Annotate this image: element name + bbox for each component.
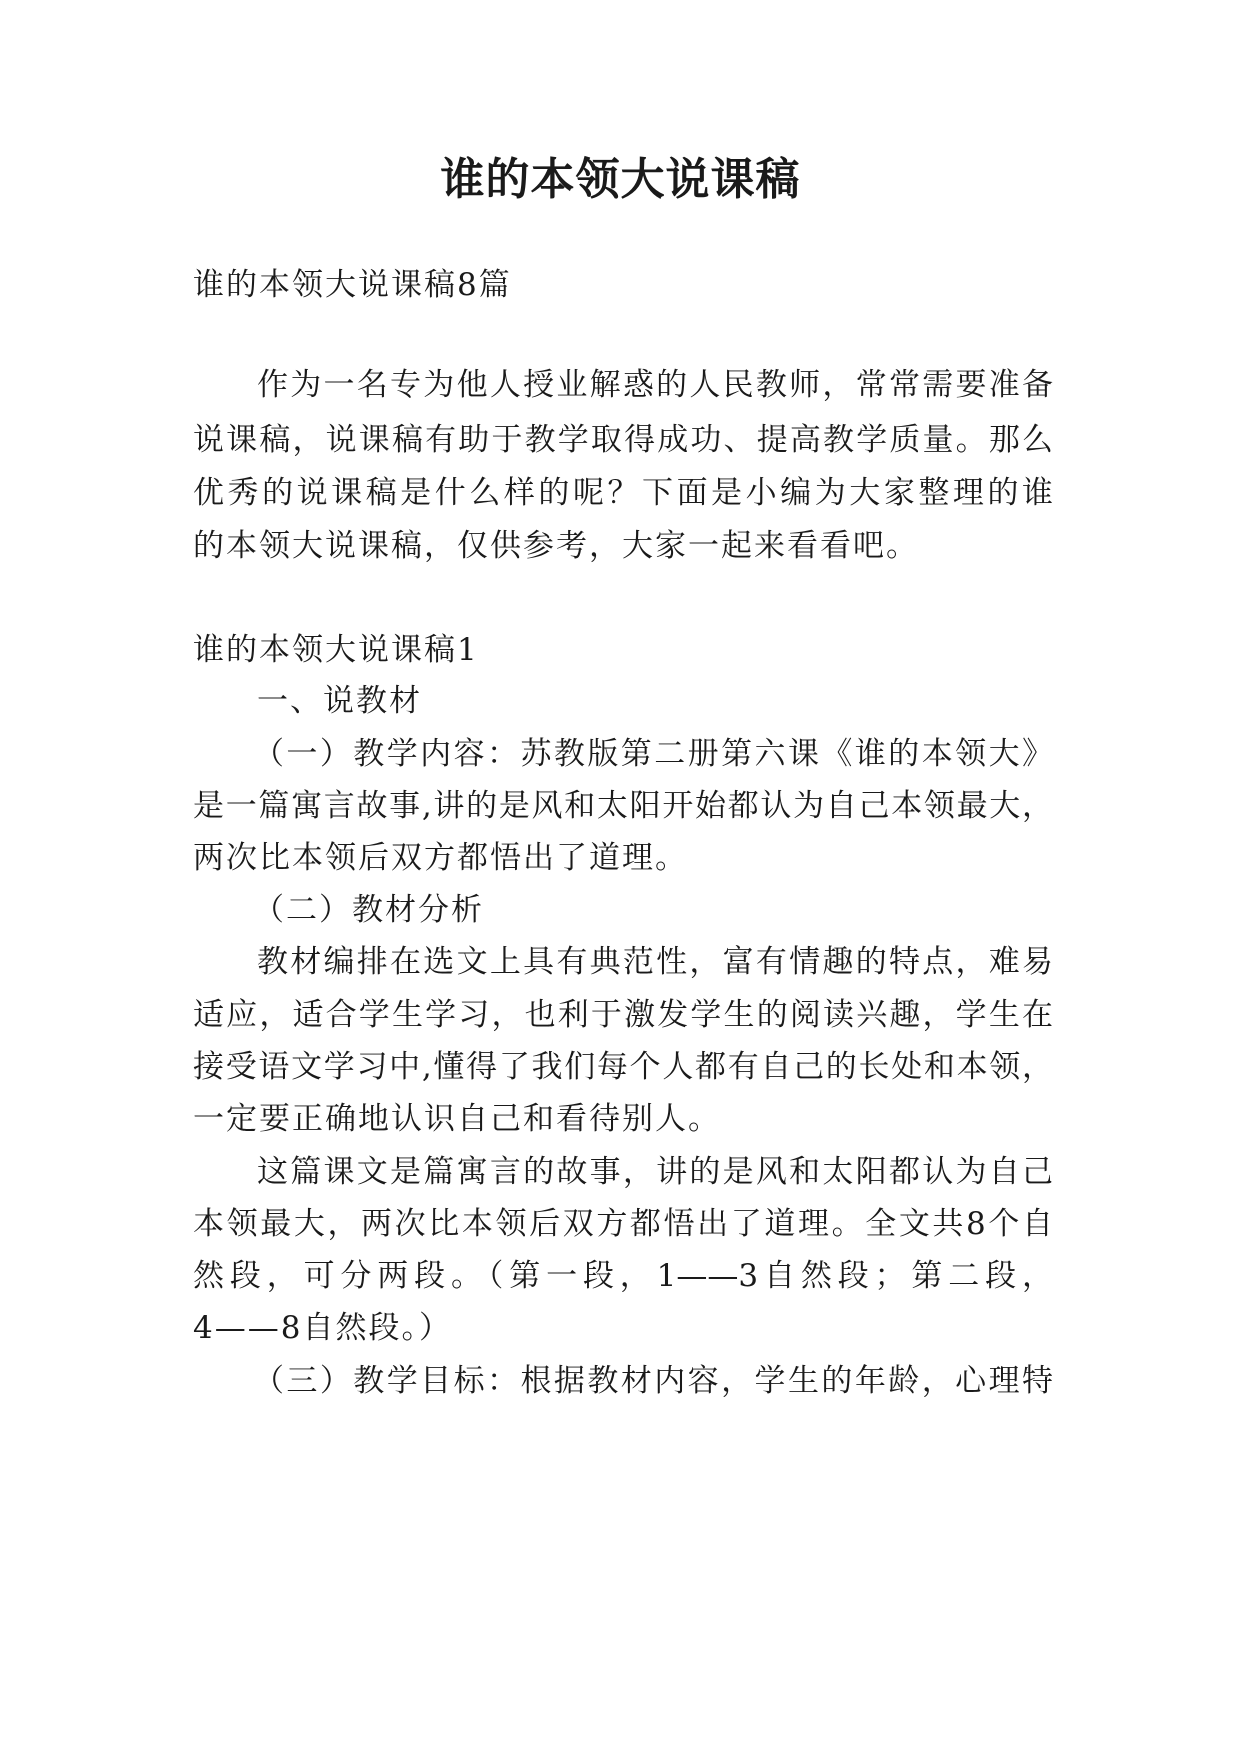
document-subtitle: 谁的本领大说课稿8篇	[193, 267, 512, 303]
analysis-line-3: 接受语文学习中,懂得了我们每个人都有自己的长处和本领，	[193, 1049, 1053, 1085]
goal-line: （三）教学目标：根据教材内容，学生的年龄，心理特	[253, 1363, 1053, 1399]
story-line-4: 4——8自然段。）	[193, 1310, 452, 1346]
content-line-2: 是一篇寓言故事,讲的是风和太阳开始都认为自己本领最大，	[193, 788, 1053, 824]
content-line-3: 两次比本领后双方都悟出了道理。	[193, 840, 688, 876]
part-one-heading: 一、说教材	[257, 683, 422, 719]
intro-line-2: 说课稿，说课稿有助于教学取得成功、提高教学质量。那么	[193, 422, 1053, 458]
story-line-2: 本领最大，两次比本领后双方都悟出了道理。全文共8个自	[193, 1206, 1053, 1242]
analysis-heading: （二）教材分析	[253, 892, 484, 928]
story-line-1: 这篇课文是篇寓言的故事，讲的是风和太阳都认为自己	[257, 1154, 1053, 1190]
content-line-1: （一）教学内容：苏教版第二册第六课《谁的本领大》	[253, 736, 1053, 772]
document-title: 谁的本领大说课稿	[440, 154, 801, 205]
intro-line-1: 作为一名专为他人授业解惑的人民教师，常常需要准备	[257, 367, 1053, 403]
intro-line-4: 的本领大说课稿，仅供参考，大家一起来看看吧。	[193, 528, 919, 564]
section-heading: 谁的本领大说课稿1	[193, 632, 479, 668]
story-line-3: 然段，可分两段。（第一段，1——3自然段；第二段，	[193, 1258, 1053, 1294]
analysis-line-4: 一定要正确地认识自己和看待别人。	[193, 1101, 721, 1137]
analysis-line-2: 适应，适合学生学习，也利于激发学生的阅读兴趣，学生在	[193, 997, 1053, 1033]
intro-line-3: 优秀的说课稿是什么样的呢？下面是小编为大家整理的谁	[193, 475, 1053, 511]
analysis-line-1: 教材编排在选文上具有典范性，富有情趣的特点，难易	[257, 944, 1053, 980]
